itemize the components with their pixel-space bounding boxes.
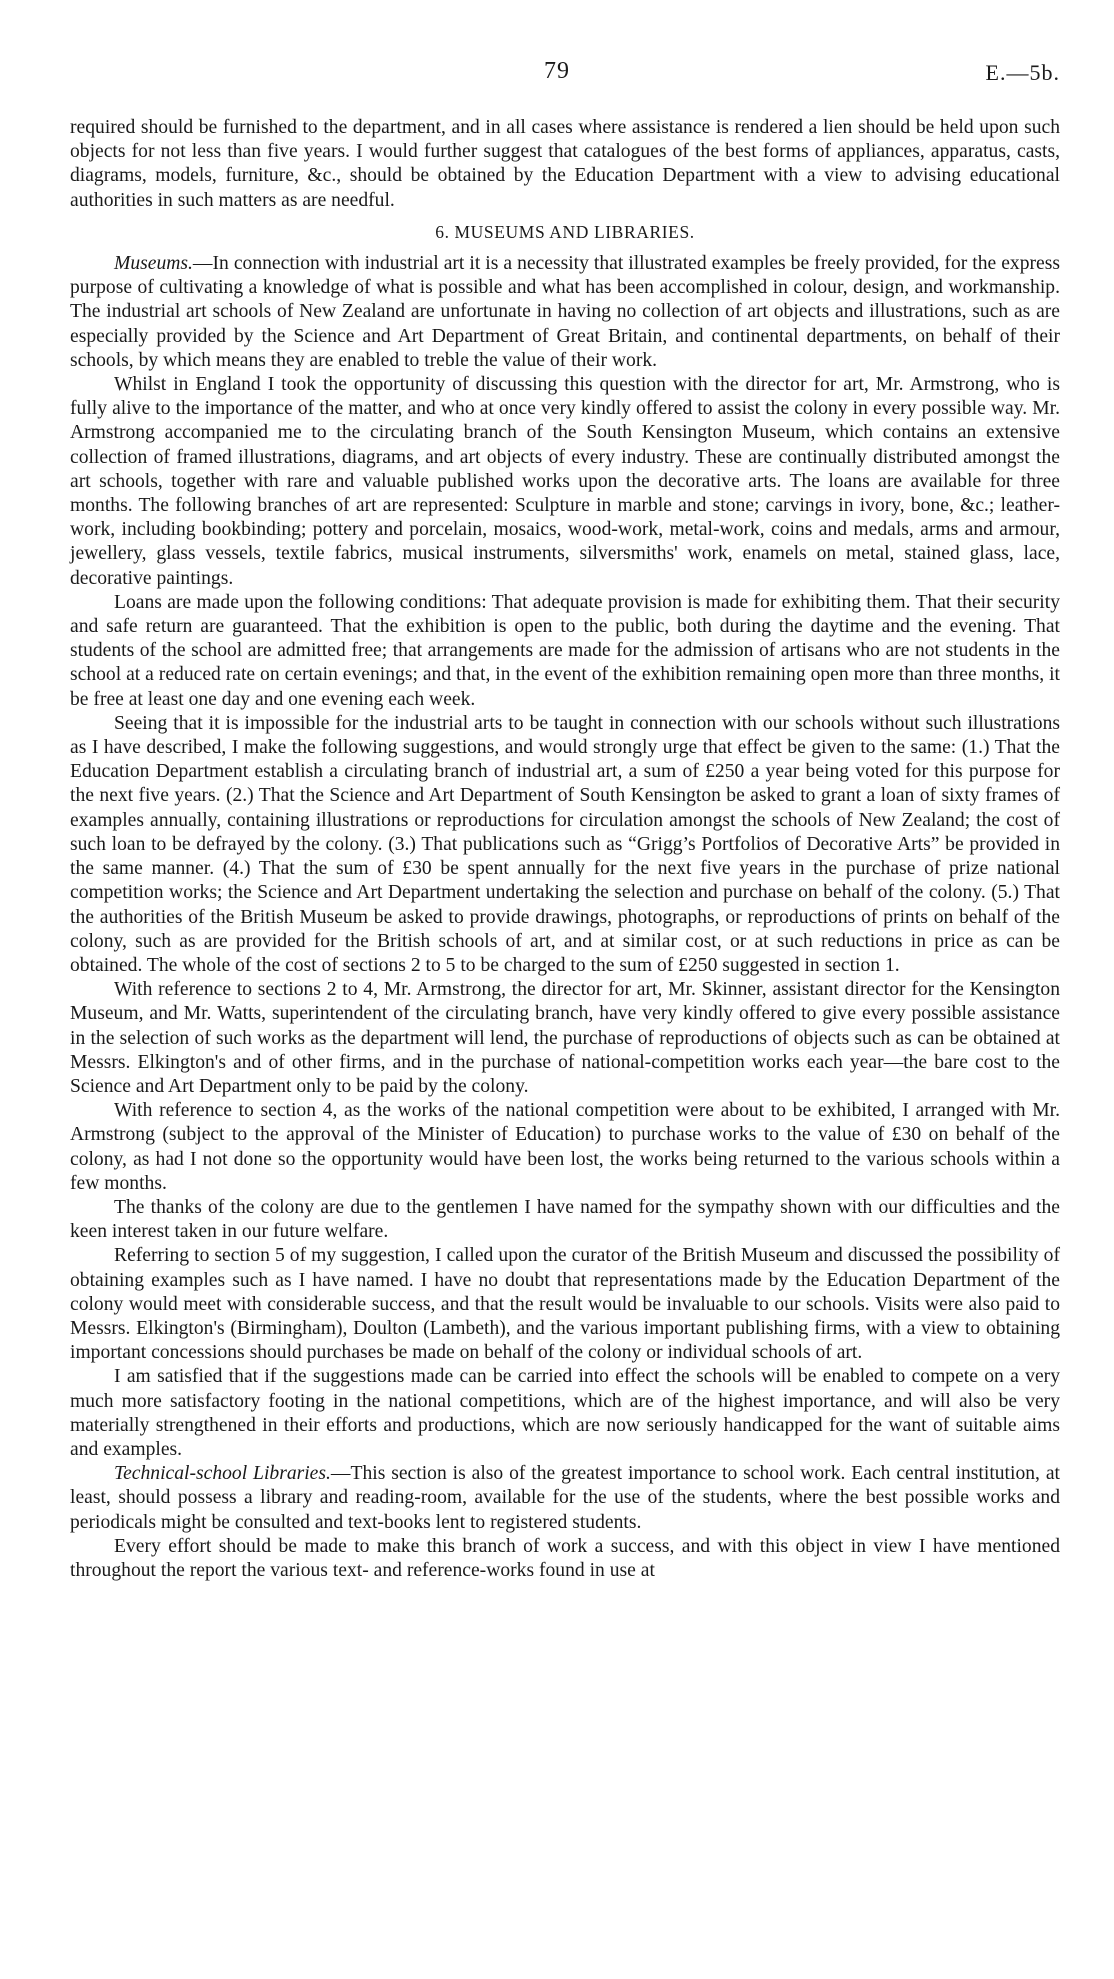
paragraph-section-5: Referring to section 5 of my suggestion, I called upon the curator of the British Museum and discussed the possibility of obtaining examples such as I have named. I have no doubt that representations made by the Education Department of the colony would meet with considerable success, and that the result would be invaluable to our schools. Visits were also paid to Messrs. Elkington's (Birmingham), Doulton (Lambeth), and the various important publishing firms, with a view to obtaining important concessions should purchases be made on behalf of the colony or individual schools of art. xyxy=(70,1245,1060,1364)
paragraph-sections-2-to-4: With reference to sections 2 to 4, Mr. Armstrong, the director for art, Mr. Skinner, assistant director for the Kensington Museum, and Mr. Watts, superintendent of the circulating branch, have very kindly offered to give every possible assistance in the selection of such works as the department will lend, the purchase of reproductions of objects such as can be obtained at Messrs. Elkington's and of other firms, and in the purchase of national-competition works each year—the bare cost to the Science and Art Department only to be paid by the colony. xyxy=(70,979,1060,1097)
page-number: 79 xyxy=(544,58,570,84)
paragraph-thanks: The thanks of the colony are due to the gentlemen I have named for the sympathy shown with our difficulties and the keen interest taken in our future welfare. xyxy=(70,1196,1060,1243)
section-heading: 6. MUSEUMS AND LIBRARIES. xyxy=(435,221,695,242)
libraries-text: —This section is also of the greatest importance to school work. Each central institution, at least, should possess a library and reading-room, available for the use of the students, where the best possible works and periodicals might be consulted and text-books lent to registered students. xyxy=(70,1463,1060,1533)
paragraph-satisfied: I am satisfied that if the suggestions made can be carried into effect the schools will be enabled to compete on a very much more satisfactory footing in the national competitions, which are of the highest importance, and will also be very materially strengthened in their efforts and productions, which are now seriously handicapped for the want of suitable aims and examples. xyxy=(70,1366,1060,1460)
paragraph-suggestions: Seeing that it is impossible for the industrial arts to be taught in connection with our schools without such illustrations as I have described, I make the following suggestions, and would strongly urge that effect be given to the same: (1.) That the Education Department establish a circulating branch of industrial art, a sum of £250 a year being voted for this purpose for the next five years. (2.) That the Science and Art Department of South Kensington be asked to grant a loan of sixty frames of examples annually, containing illustrations or reproductions for circulation amongst the schools of New Zealand; the cost of such loan to be defrayed by the colony. (3.) That publications such as “Grigg’s Portfolios of Decorative Arts” be provided in the same manner. (4.) That the sum of £30 be spent annually for the next five years in the purchase of prize national competition works; the Science and Art Department undertaking the selection and purchase on behalf of the colony. (5.) That the authorities of the British Museum be asked to provide drawings, photographs, or reproductions of prints on behalf of the colony, such as are provided for the British schools of art, and at similar cost, or at such reductions in price as can be obtained. The whole of the cost of sections 2 to 5 to be charged to the sum of £250 suggested in section 1. xyxy=(70,712,1060,976)
libraries-paragraph xyxy=(70,1462,1060,1535)
libraries-lead-in: Technical-school Libraries. xyxy=(114,1463,331,1485)
body-text xyxy=(70,116,1060,1583)
final-paragraph: Every effort should be made to make this branch of work a success, and with this object in view I have mentioned throughout the report the various text- and reference-works found in use at xyxy=(70,1535,1060,1581)
paragraph-section-4: With reference to section 4, as the works of the national competition were about to be exhibited, I arranged with Mr. Armstrong (subject to the approval of the Minister of Education) to purchase works to the value of £30 on behalf of the colony, as had I not done so the opportunity would have been lost, the works being returned to the various schools within a few months. xyxy=(70,1100,1060,1194)
document-reference: E.—5b. xyxy=(985,60,1060,85)
museums-lead-in: Museums. xyxy=(114,253,193,275)
paragraph-loan-conditions: Loans are made upon the following conditions: That adequate provision is made for exhibiting them. That their security and safe return are guaranteed. That the exhibition is open to the public, both during the daytime and the evening. That students of the school are admitted free; that arrangements are made for the admission of artisans who are not students in the school at a reduced rate on certain evenings; and that, in the event of the exhibition remaining open more than three months, it be free at least one day and one evening each week. xyxy=(70,591,1060,710)
museums-paragraph xyxy=(70,252,1060,373)
paragraph-armstrong-discussion: Whilst in England I took the opportunity of discussing this question with the director for art, Mr. Armstrong, who is fully alive to the importance of the matter, and who at once very kindly offered to assist the colony in every possible way. Mr. Armstrong accompanied me to the circulating branch of the South Kensington Museum, which contains an extensive collection of framed illustrations, diagrams, and art objects of every industry. These are continually distributed amongst the art schools, together with rare and valuable published works upon the decorative arts. The loans are available for three months. The following branches of art are represented: Sculpture in marble and stone; carvings in ivory, bone, &c.; leather-work, including bookbinding; pottery and porcelain, mosaics, wood-work, metal-work, coins and medals, arms and armour, jewellery, glass vessels, textile fabrics, musical instruments, silversmiths' work, enamels on metal, stained glass, lace, decorative paintings. xyxy=(70,374,1060,589)
intro-paragraph: required should be furnished to the department, and in all cases where assistance is rendered a lien should be held upon such objects for not less than five years. I would further suggest that catalogues of the best forms of appliances, apparatus, casts, diagrams, models, furniture, &c., should be obtained by the Education Department with a view to advising educational authorities in such matters as are needful. xyxy=(70,117,1060,211)
museums-text: —In connection with industrial art it is a necessity that illustrated examples be freely provided, for the express purpose of cultivating a knowledge of what is possible and what has been accomplished in colour, design, and workmanship. The industrial art schools of New Zealand are unfortunate in having no collection of art objects and illustrations, such as are especially provided by the Science and Art Department of Great Britain, and continental departments, on behalf of their schools, by which means they are enabled to treble the value of their work. xyxy=(70,253,1060,371)
